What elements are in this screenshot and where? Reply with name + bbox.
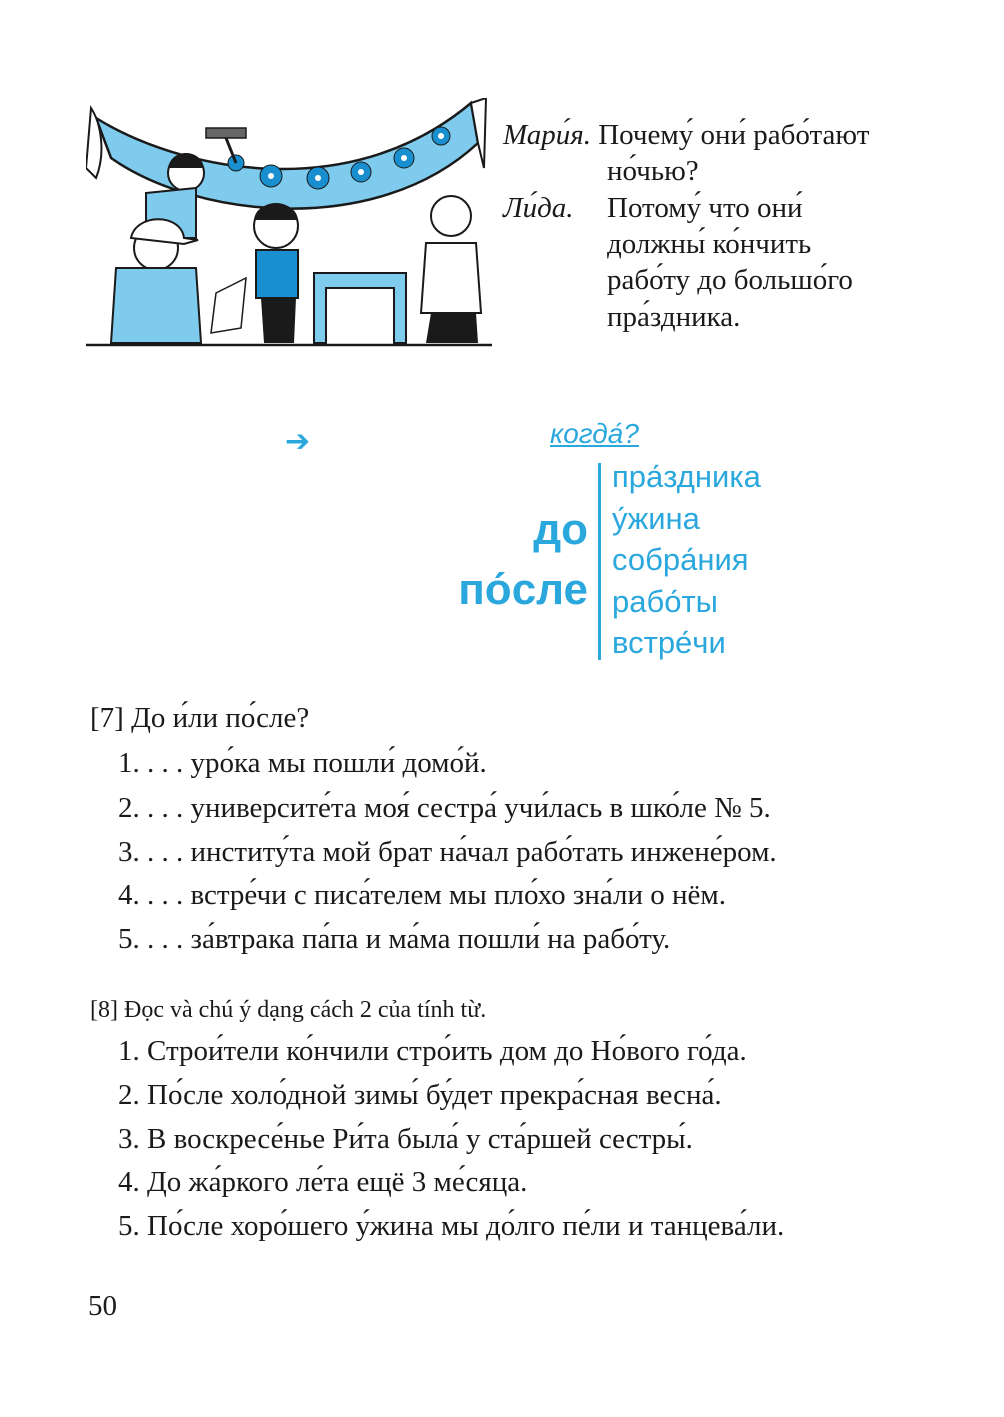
noun-vstrechi: встре́чи	[612, 625, 726, 660]
dialogue-line-4: должны́ ко́нчить	[607, 228, 812, 260]
exercise-8-item: 3. В воскресе́нье Ри́та была́ у ста́ршей сестры́.	[118, 1123, 693, 1155]
exercise-7-item: 3. . . . институ́та мой брат на́чал рабо́тать инжене́ром.	[118, 836, 777, 868]
noun-prazdnika: пра́здника	[612, 459, 761, 494]
dialogue-line-6: пра́здника.	[607, 301, 741, 333]
dialogue-line-5: рабо́ту до большо́го	[607, 264, 853, 296]
preposition-do: до	[533, 505, 588, 554]
noun-uzhina: у́жина	[612, 501, 700, 536]
question-when: когда́?	[550, 418, 639, 449]
dialogue-text: Потому́ что они́	[607, 192, 803, 224]
exercise-7-item: 1. . . . уро́ка мы пошли́ домо́й.	[118, 747, 487, 779]
exercise-8-item: 1. Строи́тели ко́нчили стро́ить дом до Но́вого го́да.	[118, 1035, 747, 1067]
speaker-maria: Мари́я.	[503, 119, 591, 151]
dialogue-line-1	[503, 118, 869, 153]
preposition-posle: по́сле	[458, 565, 588, 614]
exercise-8-item: 2. По́сле холо́дной зимы́ бу́дет прекра́сная весна́.	[118, 1079, 722, 1111]
speaker-lida: Ли́да.	[503, 192, 574, 224]
noun-sobraniya: собра́ния	[612, 542, 749, 577]
exercise-8-item: 4. До жа́ркого ле́та ещё 3 ме́сяца.	[118, 1166, 528, 1198]
exercise-7-item: 4. . . . встре́чи с писа́телем мы пло́хо зна́ли о нём.	[118, 879, 727, 911]
exercise-7-item: 5. . . . за́втрака па́па и ма́ма пошли́ на рабо́ту.	[118, 923, 671, 955]
divider-line	[598, 463, 601, 660]
dialogue-line-3	[503, 191, 803, 226]
illustration-workers-banner	[86, 98, 492, 348]
exercise-7-item: 2. . . . университе́та моя́ сестра́ учи́лась в шко́ле № 5.	[118, 792, 771, 824]
arrow-right-icon: ➔	[285, 424, 311, 459]
exercise-7-heading: [7] До и́ли по́сле?	[90, 702, 310, 734]
page-number: 50	[88, 1290, 117, 1322]
noun-raboty: рабо́ты	[612, 584, 718, 619]
dialogue-line-2: но́чью?	[607, 155, 699, 187]
dialogue-text: Почему́ они́ рабо́тают	[598, 119, 870, 151]
exercise-8-heading: [8] Đọc và chú ý dạng cách 2 của tính từ.	[90, 997, 487, 1023]
exercise-8-item: 5. По́сле хоро́шего у́жина мы до́лго пе́ли и танцева́ли.	[118, 1210, 785, 1242]
